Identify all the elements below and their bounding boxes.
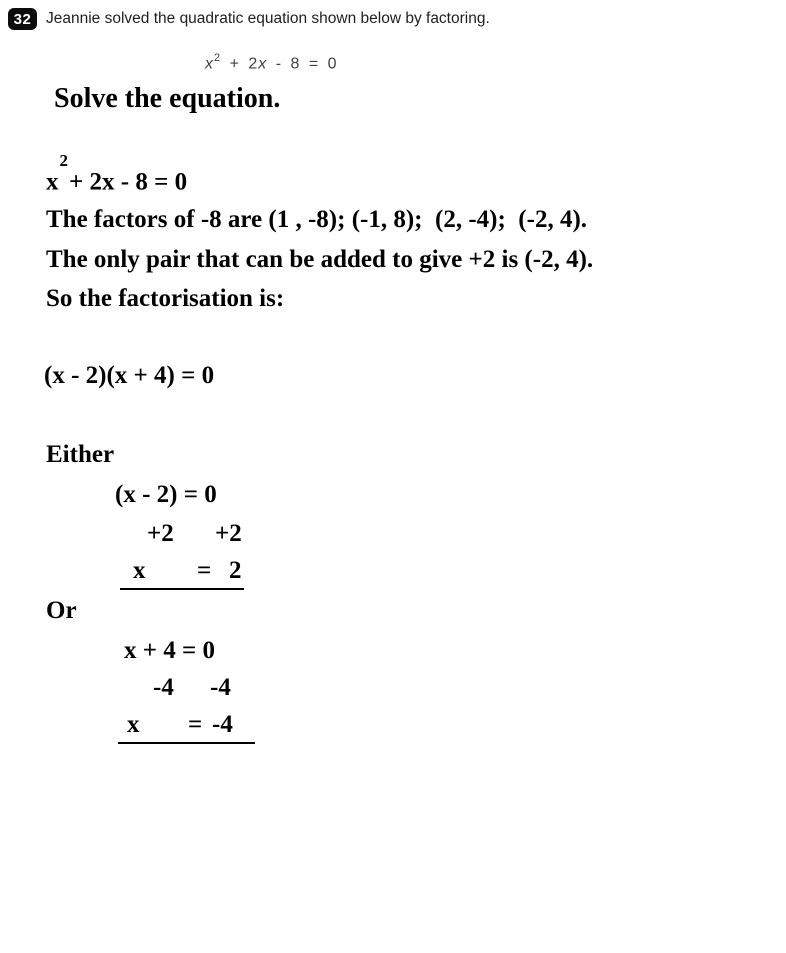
either-operation-row (0, 520, 786, 550)
or-label: Or (46, 597, 77, 624)
factors-line: The factors of -8 are (1 , -8); (-1, 8); (2, -4); (-2, 4). (46, 206, 588, 233)
factorisation-equation: (x - 2)(x + 4) = 0 (44, 362, 215, 389)
either-result-value: 2 (229, 557, 242, 584)
solution-equation-base: x (46, 168, 59, 196)
either-result-row (120, 557, 244, 590)
solution-equation (46, 151, 188, 196)
given-equation-end: - 8 = 0 (267, 55, 338, 73)
or-result-value: -4 (212, 711, 233, 738)
question-number: 32 (13, 10, 32, 28)
given-equation-mid: + 2 (221, 55, 259, 73)
either-result-equals: = (197, 557, 212, 584)
solution-equation-rest: + 2x - 8 = 0 (69, 168, 188, 196)
or-operation-row (0, 674, 786, 704)
either-label: Either (46, 441, 115, 468)
factorisation-intro-line: So the factorisation is: (46, 285, 285, 312)
solution-equation-exponent: 2 (59, 151, 68, 170)
question-number-badge (8, 8, 37, 30)
or-result-lhs: x (127, 711, 140, 738)
or-step-equation: x + 4 = 0 (124, 637, 215, 664)
either-result-lhs: x (133, 557, 146, 584)
or-result-equals: = (188, 711, 203, 738)
either-op-left: +2 (147, 520, 174, 547)
given-equation (205, 53, 338, 73)
given-equation-x2: x (258, 55, 268, 73)
given-equation-x1: x (205, 55, 214, 73)
or-op-right: -4 (210, 674, 231, 701)
or-result-row (118, 711, 255, 744)
either-step-equation: (x - 2) = 0 (115, 481, 217, 508)
pair-line: The only pair that can be added to give +2 is (-2, 4). (46, 246, 594, 273)
or-op-left: -4 (153, 674, 174, 701)
given-equation-exponent: 2 (214, 52, 222, 64)
either-op-right: +2 (215, 520, 242, 547)
question-prompt: Jeannie solved the quadratic equation shown below by factoring. (46, 10, 490, 27)
instruction-heading: Solve the equation. (54, 83, 281, 114)
